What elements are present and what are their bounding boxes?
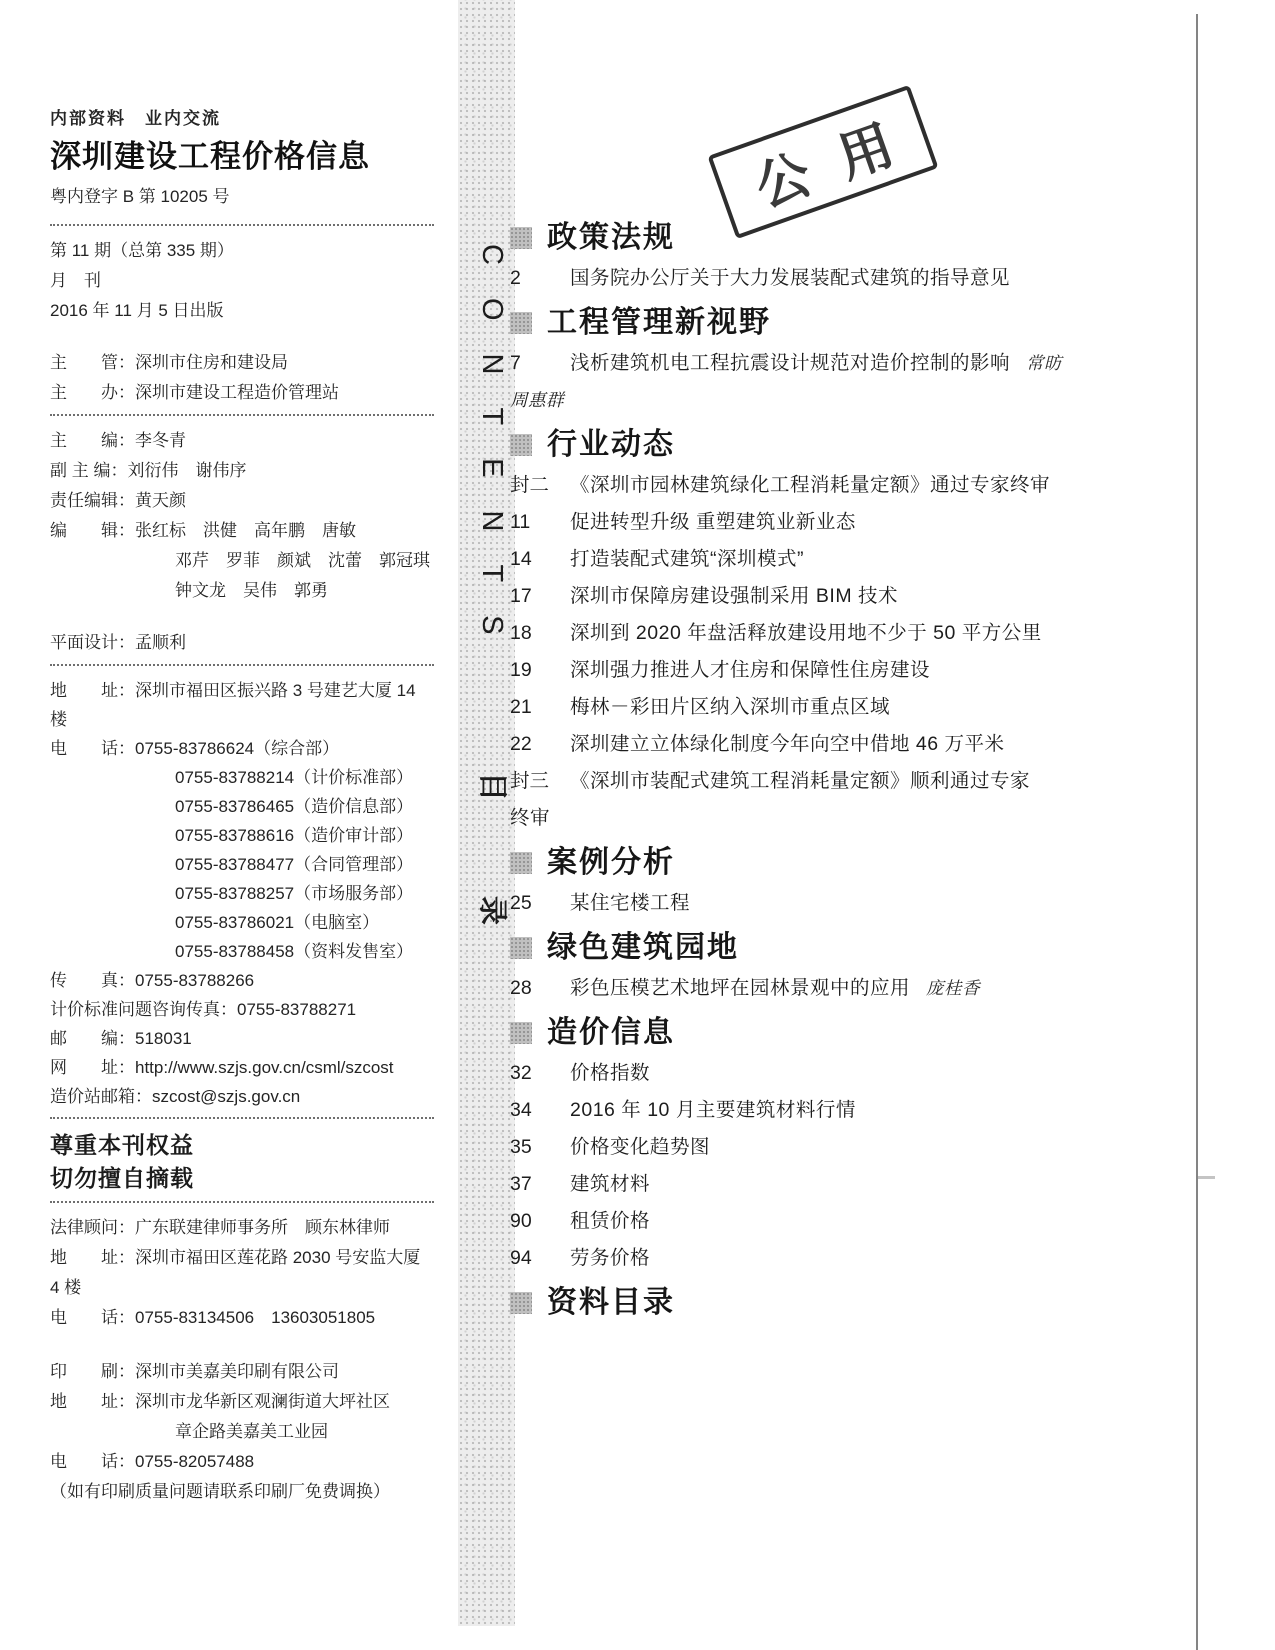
toc-page-number: 11 <box>510 511 531 533</box>
legal-phone-line: 电 话：0755-83134506 13603051805 <box>50 1308 376 1327</box>
phone-line: 电 话：0755-83786624（综合部） <box>50 739 340 758</box>
toc-entry <box>510 345 1178 382</box>
section-title: 政策法规 <box>547 221 675 254</box>
organizer-line: 主 办：深圳市建设工程造价管理站 <box>50 383 339 402</box>
toc-entry-title: 梅林－彩田片区纳入深圳市重点区域 <box>570 696 891 718</box>
organizer-block <box>50 348 434 408</box>
toc-entry-title: 《深圳市园林建筑绿化工程消耗量定额》通过专家终审 <box>570 474 1051 496</box>
toc-entry-title: 价格变化趋势图 <box>570 1136 711 1158</box>
scan-artifact-dash <box>1198 1176 1215 1179</box>
toc-entry <box>510 970 1178 1007</box>
toc-entry-title: 深圳市保障房建设强制采用 BIM 技术 <box>570 585 899 607</box>
toc-entry-title: 劳务价格 <box>570 1247 651 1269</box>
section-header-materials-catalog <box>510 1283 1178 1323</box>
toc-page-number: 32 <box>510 1062 532 1084</box>
postcode-line: 邮 编：518031 <box>50 1029 192 1048</box>
toc-page-number: 18 <box>510 622 532 644</box>
table-of-contents <box>510 212 1178 1325</box>
printer-address-line: 章企路美嘉美工业园 <box>175 1422 328 1441</box>
tagline: 内部资料 业内交流 <box>50 109 221 128</box>
divider <box>50 664 434 666</box>
toc-entry <box>510 689 1178 726</box>
divider <box>50 224 434 226</box>
toc-page-number: 22 <box>510 733 532 755</box>
toc-entry-title: 价格指数 <box>570 1062 651 1084</box>
section-header-management <box>510 303 1178 343</box>
toc-entry-title: 打造装配式建筑“深圳模式” <box>570 548 804 570</box>
toc-entry <box>510 1092 1178 1129</box>
toc-entry <box>510 260 1178 297</box>
left-column <box>50 104 434 1507</box>
section-bullet-icon <box>510 312 532 334</box>
toc-entry-text: 浅析建筑机电工程抗震设计规范对造价控制的影响 <box>570 352 1011 374</box>
toc-entry <box>510 504 1178 541</box>
phone-line: 0755-83786021（电脑室） <box>175 913 380 932</box>
editors-line: 编 辑：张红标 洪健 高年鹏 唐敏 <box>50 521 356 540</box>
address-line: 地 址：深圳市福田区振兴路 3 号建艺大厦 14 楼 <box>50 681 416 729</box>
fax-line: 传 真：0755-83788266 <box>50 971 255 990</box>
toc-page-number: 封三 <box>510 770 550 792</box>
toc-page-number: 90 <box>510 1210 532 1232</box>
toc-entry <box>510 885 1178 922</box>
registration-number: 粤内登字 B 第 10205 号 <box>50 187 230 206</box>
contents-vertical-text <box>458 0 515 1626</box>
section-bullet-icon <box>510 1292 532 1314</box>
toc-page-number: 25 <box>510 892 532 914</box>
section-title: 行业动态 <box>547 428 675 461</box>
section-header-policy <box>510 218 1178 258</box>
toc-page-number: 94 <box>510 1247 532 1269</box>
toc-entry-continuation: 终审 <box>510 807 551 829</box>
page-edge-line <box>1196 14 1198 1650</box>
section-header-industry <box>510 425 1178 465</box>
printing-block <box>50 1357 434 1507</box>
toc-entry-title <box>570 345 1062 382</box>
legal-block <box>50 1213 434 1333</box>
toc-entry <box>510 1203 1178 1240</box>
toc-entry-title: 深圳到 2020 年盘活释放建设用地不少于 50 平方公里 <box>570 622 1042 644</box>
toc-entry-title: 国务院办公厅关于大力发展装配式建筑的指导意见 <box>570 267 1011 289</box>
legal-address-line: 地 址：深圳市福田区莲花路 2030 号安监大厦 4 楼 <box>50 1248 421 1297</box>
section-title: 造价信息 <box>547 1016 675 1049</box>
toc-entry <box>510 726 1178 763</box>
phone-line: 0755-83788257（市场服务部） <box>175 884 414 903</box>
issue-frequency: 月 刊 <box>50 271 101 290</box>
printer-line: 印 刷：深圳市美嘉美印刷有限公司 <box>50 1362 339 1381</box>
toc-page-number: 7 <box>510 352 521 374</box>
toc-page-number: 2 <box>510 267 521 289</box>
toc-entry <box>510 652 1178 689</box>
copyright-notice-line: 切勿擅自摘载 <box>50 1165 194 1191</box>
toc-entry-title <box>570 970 980 1007</box>
toc-entry-title: 2016 年 10 月主要建筑材料行情 <box>570 1099 856 1121</box>
printing-quality-note: （如有印刷质量问题请联系印刷厂免费调换） <box>50 1482 390 1501</box>
contents-label-zh: 目 录 <box>476 771 508 958</box>
toc-page-number: 14 <box>510 548 532 570</box>
contact-block <box>50 676 434 1111</box>
phone-line: 0755-83786465（造价信息部） <box>175 797 414 816</box>
section-bullet-icon <box>510 1022 532 1044</box>
email-line: 造价站邮箱：szcost@szjs.gov.cn <box>50 1087 301 1106</box>
legal-advisor-line: 法律顾问：广东联建律师事务所 顾东林律师 <box>50 1218 390 1237</box>
section-bullet-icon <box>510 434 532 456</box>
section-title: 案例分析 <box>547 846 675 879</box>
chief-editor-line: 主 编：李冬青 <box>50 431 186 450</box>
toc-entry-title: 租赁价格 <box>570 1210 651 1232</box>
editors-line: 钟文龙 吴伟 郭勇 <box>175 581 328 600</box>
issue-block <box>50 236 434 326</box>
copyright-notice-line: 尊重本刊权益 <box>50 1132 194 1158</box>
toc-entry <box>510 1240 1178 1277</box>
section-header-case-study <box>510 843 1178 883</box>
phone-line: 0755-83788616（造价审计部） <box>175 826 414 845</box>
editorial-block <box>50 426 434 606</box>
toc-entry-title: 深圳强力推进人才住房和保障性住房建设 <box>570 659 931 681</box>
design-block <box>50 628 434 658</box>
section-bullet-icon <box>510 937 532 959</box>
section-bullet-icon <box>510 227 532 249</box>
divider <box>50 1117 434 1119</box>
toc-entry <box>510 1129 1178 1166</box>
toc-page-number: 19 <box>510 659 532 681</box>
copyright-notice <box>50 1129 434 1195</box>
phone-line: 0755-83788477（合同管理部） <box>175 855 414 874</box>
toc-entry-author: 常昉 <box>1026 353 1063 373</box>
phone-line: 0755-83788458（资料发售室） <box>175 942 414 961</box>
supervisor-line: 主 管：深圳市住房和建设局 <box>50 353 288 372</box>
toc-entry <box>510 541 1178 578</box>
toc-entry <box>510 1055 1178 1092</box>
contents-sidebar <box>458 0 515 1626</box>
toc-entry-title: 深圳建立立体绿化制度今年向空中借地 46 万平米 <box>570 733 1005 755</box>
toc-entry-title: 《深圳市装配式建筑工程消耗量定额》顺利通过专家 <box>570 770 1031 792</box>
section-header-cost-info <box>510 1013 1178 1053</box>
toc-page-number: 35 <box>510 1136 532 1158</box>
toc-entry-title: 促进转型升级 重塑建筑业新业态 <box>570 511 856 533</box>
section-header-green-building <box>510 928 1178 968</box>
publish-date: 2016 年 11 月 5 日出版 <box>50 301 224 320</box>
toc-entry-title: 某住宅楼工程 <box>570 892 691 914</box>
toc-page-number: 封二 <box>510 474 550 496</box>
printer-phone-line: 电 话：0755-82057488 <box>50 1452 255 1471</box>
toc-entry-author: 庞桂香 <box>926 978 981 998</box>
toc-entry <box>510 763 1178 800</box>
toc-page-number: 34 <box>510 1099 532 1121</box>
toc-page-number: 17 <box>510 585 532 607</box>
divider <box>50 414 434 416</box>
contents-label-en: CONTENTS <box>476 244 508 668</box>
printer-address-line: 地 址：深圳市龙华新区观澜街道大坪社区 <box>50 1392 390 1411</box>
stamp-text: 公用 <box>747 103 933 219</box>
responsible-editor-line: 责任编辑：黄天颜 <box>50 491 186 510</box>
toc-page-number: 21 <box>510 696 532 718</box>
section-bullet-icon <box>510 852 532 874</box>
toc-page-number: 37 <box>510 1173 532 1195</box>
graphic-designer-line: 平面设计：孟顺利 <box>50 633 186 652</box>
page-title: 深圳建设工程价格信息 <box>50 139 370 174</box>
section-title: 绿色建筑园地 <box>547 931 739 964</box>
toc-entry <box>510 615 1178 652</box>
toc-entry <box>510 578 1178 615</box>
pricing-fax-line: 计价标准问题咨询传真：0755-83788271 <box>50 1000 357 1019</box>
toc-entry-author-continuation: 周惠群 <box>510 390 564 410</box>
section-title: 资料目录 <box>547 1286 675 1319</box>
toc-entry <box>510 467 1178 504</box>
toc-page-number: 28 <box>510 977 532 999</box>
section-title: 工程管理新视野 <box>547 306 771 339</box>
phone-line: 0755-83788214（计价标准部） <box>175 768 414 787</box>
deputy-editor-line: 副 主 编：刘衍伟 谢伟序 <box>50 461 247 480</box>
toc-entry <box>510 1166 1178 1203</box>
website-line: 网 址：http://www.szjs.gov.cn/csml/szcost <box>50 1058 394 1077</box>
toc-entry-title: 建筑材料 <box>570 1173 651 1195</box>
editors-line: 邓芹 罗菲 颜斌 沈蕾 郭冠琪 <box>175 551 430 570</box>
toc-entry-text: 彩色压模艺术地坪在园林景观中的应用 <box>570 977 911 999</box>
divider <box>50 1201 434 1203</box>
issue-number: 第 11 期（总第 335 期） <box>50 241 234 260</box>
